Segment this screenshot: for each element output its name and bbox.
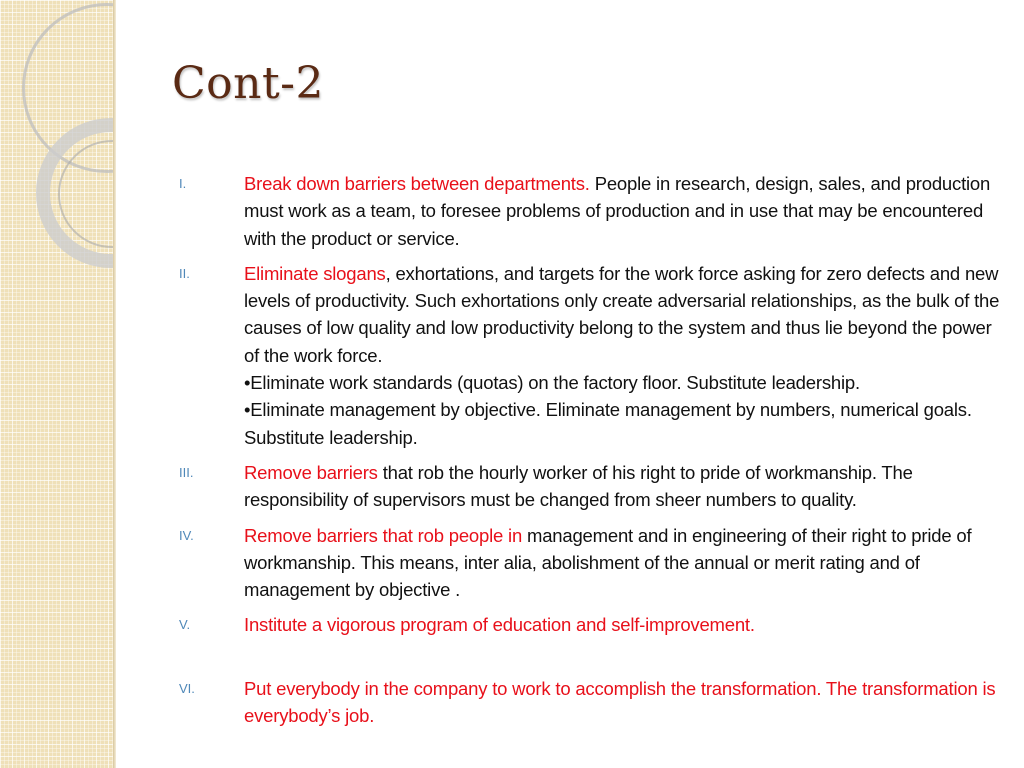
- body-text: management and in engineering of their right to pride of workmanship. This means, inter alia, abolishment of the annual or merit rating and of management by objective .: [244, 524, 972, 601]
- highlight-text: Remove barriers that rob people in: [244, 524, 523, 546]
- list-item-text: [244, 170, 1002, 252]
- list-item-text: [244, 611, 1002, 638]
- sub-bullet: •Eliminate work standards (quotas) on the factory floor. Substitute leadership.: [244, 372, 860, 394]
- list-item-text: [244, 522, 1002, 604]
- list-item-1: [172, 170, 1002, 252]
- body-text: , exhortations, and targets for the work force asking for zero defects and new levels of productivity. Such exhortations only create adversarial relationships, as the bulk of the causes of low quality and low productivity belong to the system and thus lie beyond the power of the work force.: [244, 262, 1000, 366]
- list-item-text: [244, 260, 1002, 451]
- list-numeral: I.: [179, 176, 187, 191]
- body-text: People in research, design, sales, and production must work as a team, to foresee problems of production and in use that may be encountered with the product or service.: [244, 173, 991, 249]
- slide-title: Cont-2: [172, 58, 325, 109]
- body-text: that rob the hourly worker of his right to pride of workmanship. The responsibility of supervisors must be changed from sheer numbers to quality.: [244, 461, 913, 511]
- list-item-5: [172, 611, 1002, 638]
- highlight-text: Institute a vigorous program of education and self-improvement.: [244, 614, 755, 636]
- sub-bullet: •Eliminate management by objective. Eliminate management by numbers, numerical goals. Substitute leadership.: [244, 399, 972, 448]
- list-numeral: IV.: [179, 527, 194, 543]
- list-item-6: [172, 675, 1002, 730]
- list-item-2: [172, 260, 1002, 451]
- highlight-text: Put everybody in the company to work to accomplish the transformation. The transformation is everybody’s job.: [244, 677, 996, 727]
- list-item-4: [172, 522, 1002, 604]
- sidebar-divider: [113, 0, 116, 768]
- list-item-text: [244, 459, 1002, 514]
- slide-body: [172, 170, 1002, 737]
- list-numeral: II.: [179, 265, 190, 281]
- list-item-text: [244, 675, 1002, 730]
- highlight-text: Remove barriers: [244, 461, 378, 483]
- highlight-text: Eliminate slogans: [244, 262, 386, 284]
- list-numeral: III.: [179, 464, 194, 480]
- list-item-3: [172, 459, 1002, 514]
- decorative-sidebar: [0, 0, 113, 768]
- list-numeral: VI.: [179, 680, 195, 696]
- list-numeral: V.: [179, 617, 191, 633]
- highlight-text: Break down barriers between departments.: [244, 173, 590, 194]
